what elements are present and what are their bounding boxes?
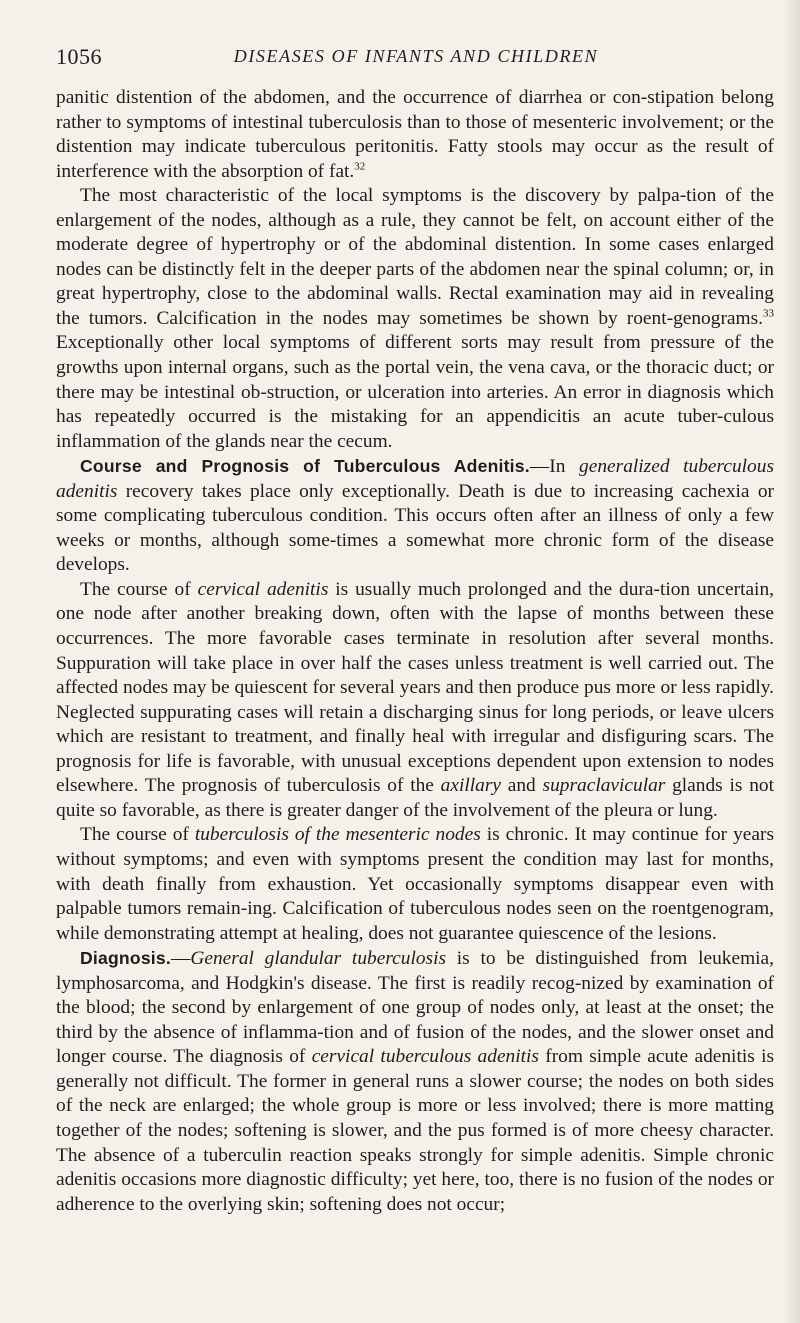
paragraph-text: from simple acute adenitis is generally not difficult. The former in general runs a slower course; the nodes on both sides of the neck are enlarged; the whole group is more or less involved; there is more matting together of the nodes; softening is slower, and the pus formed is of more cheesy character. The absence of a tuberculin reaction speaks strongly for simple adenitis. Simple chronic adenitis occasions more diagnostic difficulty; yet here, too, there is no fusion of the nodes or adherence to the overlying skin; softening does not occur;	[56, 1046, 774, 1215]
section-heading: Diagnosis.	[80, 948, 171, 969]
italic-term: tuberculosis of the mesenteric nodes	[194, 824, 481, 846]
italic-term: cervical tuberculous adenitis	[311, 1046, 539, 1068]
paragraph-local-symptoms	[56, 184, 774, 454]
page-edge-shadow	[782, 0, 800, 1323]
paragraph-course-prognosis	[56, 454, 774, 578]
paragraph-cervical-adenitis	[56, 578, 774, 823]
paragraph-text: glands is not quite so favorable, as there is greater danger of the involvement of the pleura or lung.	[56, 775, 774, 821]
footnote-ref: 33	[763, 307, 774, 320]
paragraph-text: is chronic. It may continue for years without symptoms; and even with symptoms present the condition may last for months, with death finally from exhaustion. Yet occasionally symptoms disappear even with palpable tumors remain-ing. Calcification of tuberculous nodes seen on the roentgenogram, while demonstrating attempt at healing, does not guarantee quiescence of the lesions.	[56, 824, 774, 944]
paragraph-text: The course of	[80, 578, 198, 600]
italic-term: generalized tuberculous adenitis	[56, 456, 774, 502]
paragraph-text: panitic distention of the abdomen, and the occurrence of diarrhea or con-stipation belong rather to symptoms of intestinal tuberculosis than to those of mesenteric involvement; or the distention may indicate tuberculous peritonitis. Fatty stools may occur as the result of interference with the absorption of fat.	[56, 87, 774, 182]
body-text	[56, 86, 774, 1217]
paragraph-text: recovery takes place only exceptionally. Death is due to increasing cachexia or some complicating tuberculous condition. This occurs often after an illness of only a few weeks or months, although some-times a somewhat more chronic form of the disease develops.	[56, 480, 774, 576]
paragraph-text: The most characteristic of the local symptoms is the discovery by palpa-tion of the enlargement of the nodes, although as a rule, they cannot be felt, on account either of the moderate degree of hypertrophy or of the abdominal distention. In some cases enlarged nodes can be distinctly felt in the deeper parts of the abdomen near the spinal column; or, in great hypertrophy, close to the abdominal walls. Rectal examination may aid in revealing the tumors. Calcification in the nodes may sometimes be shown by roent-genograms.	[56, 185, 774, 329]
paragraph-text: is to be distinguished from leukemia, lymphosarcoma, and Hodgkin's disease. The first is readily recog-nized by examination of the blood; the second by enlargement of one group of nodes only, at least at the onset; the third by the absence of inflamma-tion and of fusion of the nodes, and the slower onset and longer course. The diagnosis of	[56, 948, 774, 1068]
paragraph-text: Exceptionally other local symptoms of different sorts may result from pressure of the growths upon internal organs, such as the portal vein, the vena cava, or the thoracic duct; or there may be intestinal ob-struction, or ulceration into arteries. An error in diagnosis which has repeatedly occurred is the mistaking for an appendicitis an acute tuber-culous inflammation of the glands near the cecum.	[56, 332, 774, 452]
running-title: DISEASES OF INFANTS AND CHILDREN	[233, 46, 599, 66]
page-header	[56, 44, 776, 74]
footnote-ref: 32	[354, 160, 366, 173]
paragraph-mesenteric-nodes	[56, 823, 774, 946]
dash: —In	[529, 456, 580, 478]
paragraph-text: and	[500, 775, 543, 797]
section-heading: Course and Prognosis of Tuberculous Adenitis.	[80, 456, 530, 477]
paragraph-diagnosis	[56, 946, 774, 1217]
italic-term: cervical adenitis	[197, 578, 329, 600]
paragraph-text: is usually much prolonged and the dura-tion uncertain, one node after another breaking down, often with the lapse of months between these occurrences. The more favorable cases terminate in resolution after several months. Suppuration will take place in over half the cases unless treatment is well carried out. The affected nodes may be quiescent for several years and then produce pus more or less rapidly. Neglected suppurating cases will retain a discharging sinus for long periods, or leave ulcers which are resistant to treatment, and finally heal with irregular and disfiguring scars. The prognosis for life is favorable, with unusual exceptions dependent upon extension to nodes elsewhere. The prognosis of tuberculosis of the	[56, 578, 774, 797]
paragraph-text: The course of	[80, 824, 195, 846]
dash: —	[170, 948, 191, 970]
paragraph-continued	[56, 86, 774, 184]
page-number: 1056	[56, 44, 102, 69]
italic-term: General glandular tuberculosis	[190, 948, 447, 970]
italic-term: supraclavicular	[542, 775, 666, 797]
book-page	[56, 0, 776, 1323]
italic-term: axillary	[440, 775, 501, 797]
